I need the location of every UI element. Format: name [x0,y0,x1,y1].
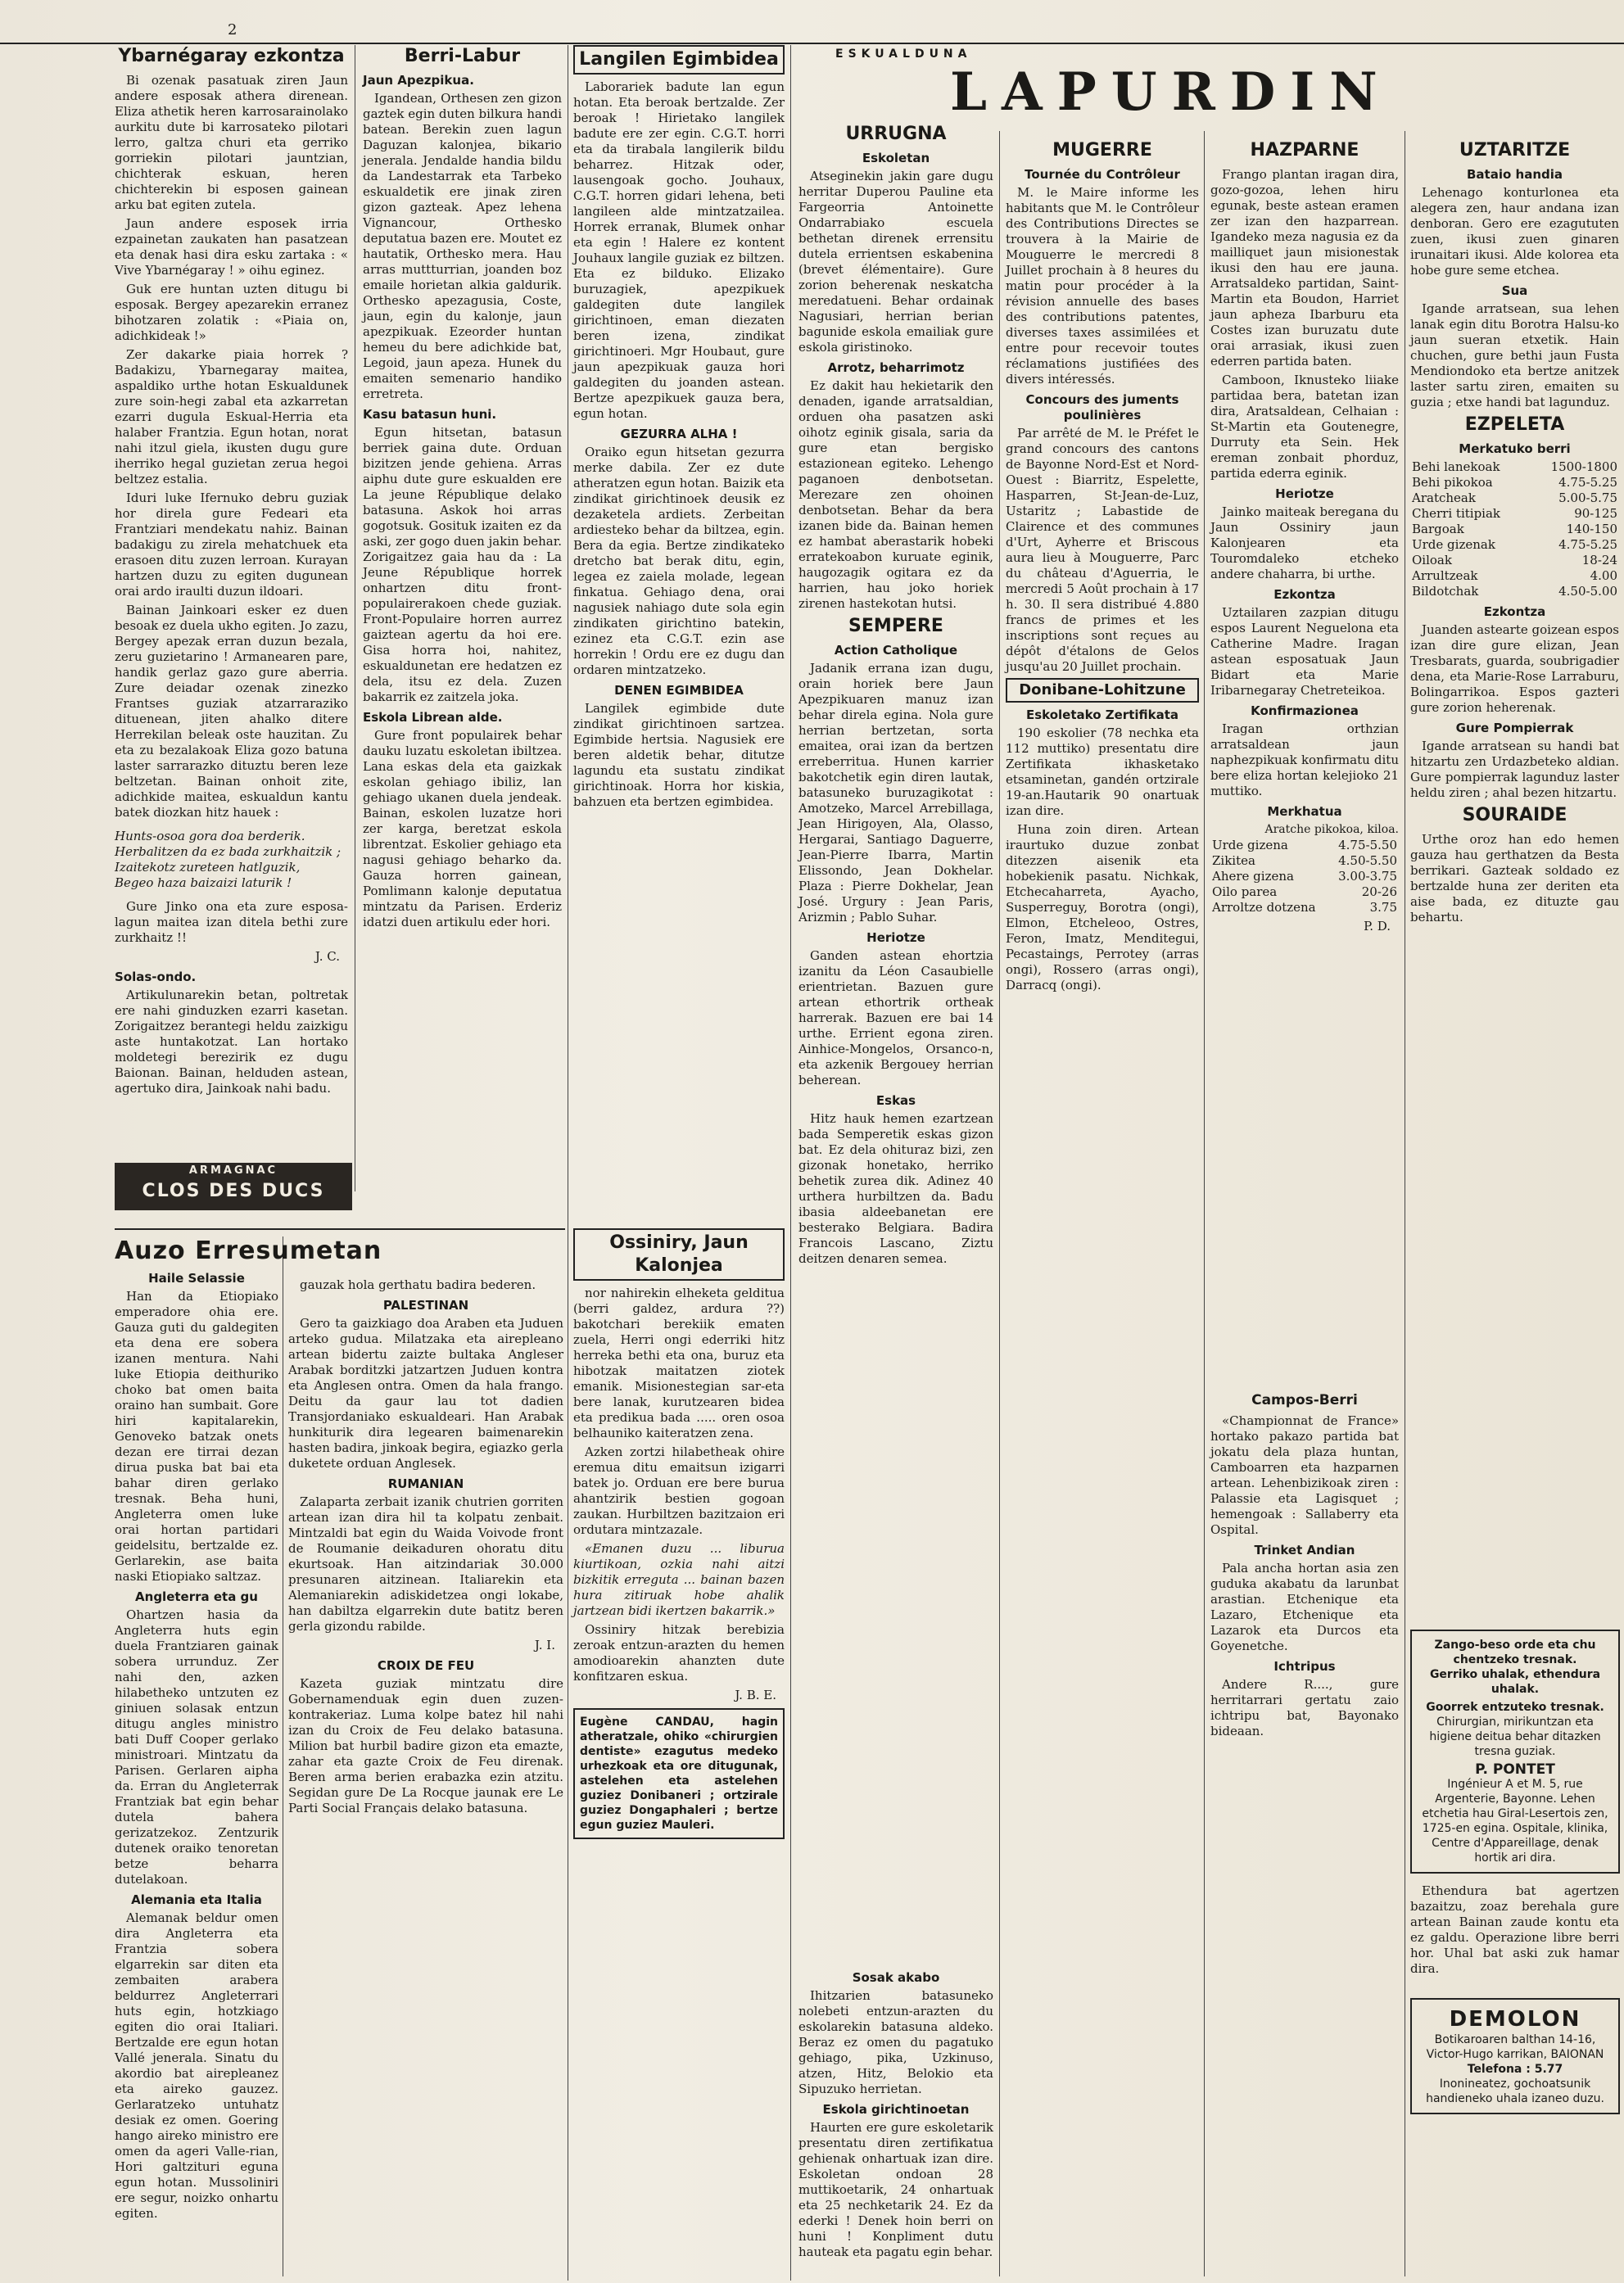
ad-line: Botikaroaren balthan 14-16, Victor-Hugo karrikan, BAIONAN [1426,2033,1604,2061]
paragraph: Gure Jinko ona eta zure esposa-lagun maitea izan ditela bethi zure zurkhaitz !! [115,899,348,945]
section-subtitle: Merkhatua [1267,804,1342,819]
article-title: Langilen Egimbidea [573,45,785,75]
table-row [1410,506,1619,522]
paragraph: Jaun andere esposek irria ezpainetan zaukaten han pasatzean eta denak hasi dira esku zartaka : « Vive Ybarnégaray ! » oihu eginez. [115,216,348,278]
paragraph: Juanden astearte goizean espos izan dire gure elizan, Jean Tresbarats, guarda, soubrigadier dena, eta Marie-Rose Larraburu, Bolingarrikoa. Espos gazteri gure zorion heherenak. [1410,622,1620,715]
paragraph: Jainko maiteak beregana du Jaun Ossiniry jaun Kalonjearen eta Touromdaleko etcheko andere chaharra, bi urthe. [1210,504,1399,581]
cell-item: Urde gizena [1212,838,1288,852]
ethendura-notice [1410,1883,1619,1982]
paragraph: Huna zoin diren. Artean iraurtuko duzue zonbat ditezzen aisenik eta hobekienik pasatu. Nichkak, Etchecaharreta, Ayacho, Susperreguy, Borotra (ongi), Elmon, Etcheleoo, Ostres, Feron, Imatz, Menditegui, Pecastaings, Perrotey (arras ongi), Rossero (arras ongi), Darracq (ongi). [1006,822,1199,992]
poem-line: Izaitekotz zureteen hatlguzik, [115,860,301,875]
section-subtitle: Trinket Andian [1254,1543,1355,1557]
paragraph: Zer dakarke piaia horrek ? Badakizu, Ybarnegaray maitea, aspaldiko urthe hotan Eskualdunek zure soin-hegi zabal eta azkarretan ezarri dugula Eskual-Herria eta halaber Frantzia. Egun hotan, norat nahi itzul giela, ikusten dugu gure iherriko hegal guzietan zerua hegoi beltzez estalia. [115,347,348,486]
paragraph: Camboon, Iknusteko liiake partidaa bera, batetan izan dira, Aratsaldean, Celhaian : St-Martin eta Goutenegre, Durruty eta Sein. Hek ereman zonbait phorduz, partida ederra eginik. [1210,373,1399,481]
cell-item: Behi lanekoak [1412,459,1500,474]
town-heading: EZPELETA [1464,414,1565,435]
paragraph: Langilek egimbide dute zindikat girichtinoen sartzea. Egimbide hertsia. Nagusiek ere beren aldetik behar, ditutze lagundu eta sustatu zindikat girichtinoak. Horra hor kiskia, bahzuen eta bertzen egimbidea. [573,701,785,809]
table-row [1210,838,1399,853]
section-subtitle: Haile Selassie [148,1271,245,1286]
cell-item: Cherri titipiak [1412,506,1501,521]
paragraph: Igande arratsean, sua lehen lanak egin ditu Borotra Halsu-ko jaun sueran etxetik. Hain chuchen, gure bethi jaun Fusta Mendiondoko eta bertze anitzek laster sartu ziren, emaiten su guzia ; etxe handi bat lagunduz. [1410,301,1619,409]
section-subtitle: Eskoletan [862,151,930,165]
paragraph: 190 eskolier (78 nechka eta 112 muttiko) presentatu dire Zertifikata ikhasketako etsaminetan, gandén ortzirale 19-an.Hautarik 90 onartuak izan dire. [1006,726,1199,818]
candau-ad: Eugène CANDAU, hagin atheratzale, ohiko «chirurgien dentiste» ezagutus medeko urhezkoak eta ore ditugunak, astelehen eta astelehen guziez Donibaneri ; ortzirale guziez Dongaphaleri ; bertze egun guziez Mauleri. [573,1708,785,1839]
table-row [1410,537,1619,553]
table-row [1410,459,1619,475]
section-subtitle: Heriotze [1275,486,1334,501]
cell-item: Behi pikokoa [1412,475,1493,490]
ad-line: Chirurgian, mirikuntzan eta higiene deitua behar ditazken tresna guziak. [1429,1716,1601,1758]
ad-name: P. PONTET [1475,1761,1555,1778]
town-heading: UZTARITZE [1459,140,1571,160]
table-row [1210,869,1399,884]
paragraph: Igandean, Orthesen zen gizon gaztek egin duten bilkura handi batean. Berekin zuen lagun Daguzan kalonjea, bikario jenerala. Jendalde handia bildu da Landestarrak eta Tarbeko eskualdetik ere jinak ziren gizon gazteak. Apez lehena Vignancour, Orthesko deputatua bazen ere. Moutet ez hautatik, Orthesko mera. Hau arras muttturrian, joanden boz emaile horietan alkia galdurik. Orthesko apezagusia, Coste, jaun, egin du kalonje, jaun apezpikuak. Ezeorder huntan hemeu du bere adichkide bat, Legoid, jaun apeza. Hunek du emaiten semenario handiko erretreta. [363,91,563,401]
town-heading: SOURAIDE [1462,805,1567,825]
section-subtitle: Heriotze [866,930,925,945]
cell-price: 4.75-5.25 [1558,537,1617,552]
town-heading: URRUGNA [845,124,947,144]
paragraph: Ossiniry hitzak berebizia zeroak entzun-arazten du hemen amodioarekin ahanzten dute konfitzaren eskua. [573,1622,785,1684]
paragraph: Alemanak beldur omen dira Angleterra eta Frantzia sobera elgarrekin sar diten eta zembaiten arabera beldurrez Angleterrari huts egin, hotzkiago egiten dio orai Italiari. Bertzalde ere egun hotan Vallé jenerala. Sinatu du akordio bat airepleanez eta aireko gauzez. Gerlaratzeko untuhatz desiak ez omen. Goering hango aireko ministro ere omen da ageri Valle-rian, Hori galtzituri eguna egun hotan. Mussoliniri ere segur, noizko onhartu egiten. [115,1910,278,2221]
cell-price: 20-26 [1361,884,1397,899]
column-pilota-news [1210,1392,1399,2276]
cell-price: 4.75-5.25 [1558,475,1617,490]
table-row [1210,884,1399,900]
cell-price: 18-24 [1581,553,1617,567]
paragraph: Haurten ere gure eskoletarik presentatu diren zertifikatua gehienak onhartuak izan dire. Eskoletan ondoan 28 muttikoetarik, 24 onhartuak eta 25 nechketarik 24. Ez da ederki ! Denek hoin berri on huni ! Konpliment dutu hauteak eta pagatu egin behar. [798,2120,993,2259]
ad-line: ARMAGNAC [188,1164,278,1177]
cell-item: Ahere gizena [1212,869,1294,884]
section-subtitle: CROIX DE FEU [377,1658,475,1673]
paragraph: Lehenago konturlonea eta alegera zen, haur andana izan denboran. Gero ere ezagututen zuen, ikusi zuen ginaren irunaitari ikusi. Alde kolorea eta hobe gure seme etchea. [1410,185,1619,278]
town-heading: SEMPERE [848,616,943,636]
paragraph: Gure front populairek behar dauku luzatu eskoletan ibiltzea. Lana eskas dela eta gaizkak eskolan gehiago ibiliz, lan gehiago ukanen duela jendeak. Bainan, eskolen luzatze hori zer karga, beretzat eskola librentzat. Eskolier gehiago eta nagusi gehiago beharko da. Gauza horren gainean, Pomlimann kalonje deputatua mintzatu da Parisen. Erderiz idatzi duen artikulu eder hori. [363,728,562,929]
paragraph: gauzak hola gerthatu badira bederen. [300,1277,536,1292]
column-uztaritze [1410,139,1619,1613]
paragraph: M. le Maire informe les habitants que M. le Contrôleur des Contributions Directes se trouvera à la Mairie de Mouguerre le mercredi 8 Juillet prochain à 8 heures du matin pour procéder à la révision annuelle des bases des contributions patentes, diverses taxes assimilées et entre pour recevoir toutes réclamations justifiées des divers intéressés. [1006,185,1199,387]
section-subtitle: Sua [1501,283,1528,298]
table-row [1210,853,1399,869]
section-subtitle: Action Catholique [834,643,958,658]
cell-item: Oilo parea [1212,884,1278,899]
section-subtitle: Tournée du Contrôleur [1025,167,1180,182]
table-row [1410,491,1619,506]
paragraph: Hitz hauk hemen ezartzean bada Semperetik eskas gizon bat. Ez dela ohituraz bizi, zen gizonak honetako, herriko behetik zurea dik. Adinez 40 urthera hurbiltzen da. Badu ibasia aldeebanetan ere besterako Belgiara. Badira Francois Lascano, Ziztu deitzen denaren semea. [798,1111,993,1266]
paragraph: Ganden astean ehortzia izanitu da Léon Casaubielle erientrietan. Bazuen gure artean ethortrik ortheak harrerak. Bazuen ere bai 14 urthe. Errient egona ziren. Ainhice-Mongelos, Orsanco-n, eta azkenik Bergouey herrian beherean. [798,948,993,1087]
section-rule [115,1228,565,1230]
town-heading: Donibane-Lohitzune [1006,678,1199,703]
section-heading: Campos-Berri [1251,1392,1358,1408]
paragraph: nor nahirekin elheketa gelditua (berri galdez, ardura ??) bakotchari berekiik ematen zuela, Herri ongi ederriki hitz herreka bethi eta ona, buruz eta hibotzak maitatzen ziotek emanik. Misionestegian sar-eta bere lanak, kurutzearen bidea eta predikua bada ..... oren osoa belhauniko kaiteratzen zena. [573,1286,785,1440]
column-auzo-erresumetan [115,1236,382,2276]
top-rule [0,43,1624,44]
table-row [1410,475,1619,491]
column-ybarnegaray [115,45,348,1191]
table-row [1410,553,1619,568]
demolon-ad [1410,1998,1620,2114]
paragraph: Atseginekin jakin gare dugu herritar Duperou Pauline eta Fargeorria Antoinette Ondarrabiako escuela bethetan direnek errensitu dutela errientsen eskabenina (brevet élémentaire). Gure zorion beherenak neskatcha meredatueni. Behar ordainak Nagusiari, herrian berian bagunide eskola emailiak gure eskola giristinoko. [798,169,993,355]
section-subtitle: Sosak akabo [852,1970,940,1985]
section-subtitle: Solas-ondo. [115,970,197,984]
ad-name: DEMOLON [1449,2007,1581,2032]
paragraph: Jadanik errana izan dugu, orain horiek bere Jaun Apezpikuaren manuz izan behar direla egina. Nola gure herrian bertzetan, sorta emaitea, orai izan da bertzen erreberritua. Hunen karrier bakotchetik egin diren lautak, batasuneko buruzagikotat : Amotzeko, Marcel Arrebillaga, Jean Hirigoyen, Ala, Olasso, Hergarai, Santiago Daguerre, Jean-Pierre Ibarra, Martin Elissondo, Jean Dokhelar. Plaza : Pierre Dokhelar, Jean José. Urgury : Jean Paris, Arizmin ; Pablo Suhar. [798,661,993,925]
paragraph: Ihitzarien batasuneko nolebeti entzun-arazten du eskolarekin batasuna aldeko. Beraz ez omen du pagatuko gehiago, pika, Uzkinuso, atzen, Hitz, Belokio eta Sipuzuko herrietan. [798,1988,993,2096]
section-masthead: LAPURDIN [950,61,1392,123]
paragraph: Zalaparta zerbait izanik chutrien gorriten artean izan dira hil ta kolpatu zenbait. Mintzaldi bat egin du Waida Voivode front de Roumanie deikaduren ohoratu ditu ekurtsoak. Han aitzindariak 30.000 presunaren aitzinean. Italiarekin eta Alemaniarekin adiskidetzea ongi lokabe, han dabiltza elgarrekin dute batitz beren gerla gizondu rabilde. [288,1494,563,1634]
paragraph: «Emanen duzu ... liburua kiurtikoan, ozkia nahi aitzi bizkitik erreguta ... bainan bazen hura zitiruak hobe ahalik jartzean bidi ikertzen bakarrik.» [573,1541,785,1618]
section-subtitle: Merkatuko berri [1459,441,1571,456]
town-heading: MUGERRE [1052,140,1152,160]
paragraph: Han da Etiopiako emperadore ohia ere. Gauza guti du galdegiten eta dena ere sobera izanen mentura. Nahi luke Etiopia deithuriko choko bat omen baita oraino han sumbait. Gore hiri kapitalarekin, Genoveko batzak onets dezan ere tirrai dezan dirua puska bat bai eta bahar diren gerlako tresnak. Beha huni, Angleterra omen luke orai hortan partidari geidelsitu, bertzalde ez. Gerlarekin, ase baita naski Etiopiako saltzaz. [115,1289,278,1584]
cell-item: Bildotchak [1412,584,1479,599]
cell-price: 4.75-5.50 [1338,838,1397,852]
section-subtitle: Ezkontza [1483,604,1546,619]
paragraph: Bainan Jainkoari esker ez duen besoak ez duela ukho egiten. Jo zazu, Bergey apezak erran duzun bezala, zeru guzietarino ! Armanearen pare, handik gerlaz gazo gure aberria. Zure deiadar ozenak zinezko Frantses guziak atzarraraziko dituenean, jiten ahalko ditere Herrekilan beleak oste hauzitan. Zu eta zu bezalakoak Eliza gozo batuna laster sarrarazko dituztu beren leze beltzetan. Bainan onhoit zite, adichkide maitea, eskualdun kantu batek diozkan hitz hauek : [115,603,348,820]
column-divider [1204,131,1205,2276]
section-subtitle: RUMANIAN [387,1476,464,1491]
cell-item: Oiloak [1412,553,1452,567]
paragraph: Par arrêté de M. le Préfet le grand concours des cantons de Bayonne Nord-Est et Nord-Ouest : Biarritz, Espelette, Hasparren, St-Jean-de-Luz, Ustaritz ; Labastide de Clairence et des communes d'Urt, Ayherre et Briscous aura lieu à Mouguerre, Parc du château d'Aguerria, le mercredi 5 Août prochain à 17 h. 30. Il sera distribué 4.880 francs de primes et les inscriptions sont reçues au dépôt d'étalons de Gelos jusqu'au 20 Juillet prochain. [1006,426,1199,674]
poem [115,829,348,891]
section-subtitle: Jaun Apezpikua. [363,73,474,88]
market-label: Aratche pikokoa, kiloa. [1264,823,1399,836]
section-subtitle: Arrotz, beharrimotz [827,360,965,375]
cell-price: 1500-1800 [1550,459,1617,474]
cell-price: 140-150 [1566,522,1617,536]
section-subtitle: Eskola girichtinoetan [822,2102,970,2117]
ad-line: Ingénieur A et M. 5, rue Argenterie, Bayonne. Lehen etchetia hau Giral-Lesertois zen, 1725-en egina. Ospitale, klinika, Centre d'Appareillage, denak hortik ari dira. [1422,1778,1608,1865]
section-subtitle: Konfirmazionea [1251,703,1359,718]
section-subtitle: GEZURRA ALHA ! [620,427,738,441]
column-mugerre [1006,139,1199,2268]
paragraph: Kazeta guziak mintzatu dire Gobernamenduak egin duen zuzen-kontrakeriaz. Luma kolpe batez hil nahi izan du Croix de Feu delako batasuna. Milion bat hurbil badire gizon eta emazte, zahar eta gazte Croix de Feu direnak. Beren arma berien erabazka ezin atzitu. Segidan gure De La Rocque jaunak ere Le Parti Social Français delako batasuna. [288,1676,563,1815]
ad-heading: Goorrek entzuteko tresnak. [1426,1701,1604,1714]
paragraph: Artikulunarekin betan, poltretak ere nahi ginduzken ezarri kasetan. Zorigaitzez berantegi heldu zaizkigu aste huntakotzat. Lan hortako moldetegi berezirik ez dugu Baionan. Bainan, helduden astean, agertuko dira, Jainkoak nahi badu. [115,988,348,1096]
signature: J. I. [534,1638,555,1652]
paragraph: Igande arratsean su handi bat hitzartu zen Urdazbeteko aldian. Gure pompierrak lagunduz laster heldu ziren ; ahal bezen hitzartu. [1410,739,1619,800]
article-title: Berri-Labur [404,46,521,66]
paragraph: Ethendura bat agertzen bazaitzu, zoaz berehala gure artean Bainan zaude kontu eta ez galdu. Operazione libre berri hor. Uhal bat aski zuk hamar dira. [1410,1883,1619,1976]
cell-item: Bargoak [1412,522,1464,536]
poem-line: Hunts-osoa gora doa berderik. [115,829,305,843]
cell-item: Aratcheak [1412,491,1476,505]
ad-line: Gerriko uhalak, ethendura uhalak. [1429,1668,1601,1696]
paragraph: Uztailaren zazpian ditugu espos Laurent Neguelona eta Catherine Madre. Iragan astean esposatuak Jaun Bidart eta Marie Iribarnegaray Chetreteikoa. [1210,605,1399,698]
column-divider [790,45,791,2281]
cell-item: Zikitea [1212,853,1255,868]
table-row [1410,584,1619,599]
cell-item: Arrultzeak [1412,568,1478,583]
column-ossiniry [573,1228,785,2276]
section-subtitle: Ichtripus [1273,1659,1336,1674]
table-row [1410,568,1619,584]
column-divider [999,131,1000,2276]
poem-line: Herbalitzen da ez bada zurkhaitzik ; [115,844,342,859]
article-title: Ossiniry, Jaun Kalonjea [573,1228,785,1281]
town-heading: HAZPARNE [1250,140,1359,160]
article-title: Auzo Erresumetan [115,1236,382,1265]
paragraph: Frango plantan iragan dira, gozo-gozoa, lehen hiru egunak, beste astean eramen zer izan den hazparrean. Igandeko meza nagusia ez da mailliquet jaun misionestak ikusi den hau ere jauna. Arratsaldeko partidan, Saint-Martin eta Boudon, Harriet jaun apheza Ibarburu eta Costes izan buruzatu dute orai arrasiak, ikusi zuen ederren partida baten. [1210,167,1399,368]
cell-price: 5.00-5.75 [1558,491,1617,505]
pontet-ad [1410,1630,1620,1874]
cell-price: 90-125 [1574,506,1617,521]
column-sosak [798,1965,993,2276]
paragraph: Gero ta gaizkiago doa Araben eta Juduen arteko gudua. Milatzaka eta airepleano artean bidertu zaizte bultaka Angleser Arabak borditzki jatzartzen Juduen kontra eta Anglesen ontra. Omen da hala frango. Deitu da gaur lau tot dadien Transjordaniako eskualdeari. Han Arabak hunkiturik dira legearen baimenarekin hasten badira, jinkoak begira, egiazko gerla duketete orduan Anglesek. [288,1316,563,1471]
table-row [1410,522,1619,537]
section-subtitle: Concours des juments poulinières [1025,392,1179,423]
market-price-table [1210,838,1399,915]
cell-price: 4.50-5.50 [1338,853,1397,868]
column-langilen [573,45,785,1224]
paragraph: Guk ere huntan uzten ditugu bi esposak. Bergey apezarekin erranez bihotzaren zolatik : «Piaia on, adichkideak !» [115,282,348,343]
section-subtitle: Angleterra eta gu [135,1589,258,1604]
cell-price: 4.50-5.00 [1558,584,1617,599]
paragraph: Andere R...., gure herritarrari gertatu zaio ichtripu bat, Bayonako bideaan. [1210,1677,1399,1738]
ad-line: CLOS DES DUCS [142,1181,325,1201]
section-subtitle: Alemania eta Italia [131,1892,262,1907]
section-subtitle: Eskola Librean alde. [363,710,503,725]
paragraph: Pala ancha hortan asia zen guduka akabatu da larunbat arastian. Etchenique eta Lazaro, Etchenique eta Lazarok eta Durcos eta Goyenetche. [1210,1561,1399,1653]
poem-line: Begeo haza baizaizi laturik ! [115,875,292,890]
signature: P. D. [1364,919,1391,934]
column-auzo-continued [288,1277,563,2276]
cell-item: Arroltze dotzena [1212,900,1316,915]
cell-price: 3.00-3.75 [1338,869,1397,884]
running-title: ESKUALDUNA [835,47,972,61]
armagnac-ad [115,1163,352,1210]
paragraph: Iduri luke Ifernuko debru guziak hor direla gure Fedeari eta Frantziari mendekatu nahiz. Bainan badakigu zu zirela mehatchuek eta erasoen ditu zuzen lerroan. Kurayan hartzen duzu zu egiten dugunean orai ardo iraulti duzun ildoari. [115,491,348,599]
column-hazparne [1210,139,1399,1368]
section-subtitle: Eskas [875,1093,916,1108]
paragraph: Egun hitsetan, batasun berriek gaina dute. Orduan bizitzen jende gehiena. Arras aiphu dute gure eskualden ere La jeune République delako batasuna. Askok hoi arras gogotsuk. Gosituk izaiten ez da aski, zer gogo duen jakin behar. Zorigaitzez gaia hau da : La Jeune République horrek onhartzen ditu front-populairerakoen chede guziak. Front-Populaire horren aurrez gaiztean agertu da hoi ere. Gisa horra hoi, nahitez, eskualdunetan ere hedatzen ez dela, itsu ez dela. Zuzen bakarrik ez zaitzela joka. [363,425,562,704]
paragraph: Bi ozenak pasatuak ziren Jaun andere esposak athera direnean. Eliza athetik heren karrosarainolako aurkitu dute bi karrosateko pilotari lerro, galtza churi eta gerriko gorriekin pilotari jauntzian, chichterak eskuan, heren chichterekin bi esposen gainean arku bat egiten zutela. [115,73,348,212]
section-subtitle: Eskoletako Zertifikata [1025,708,1179,722]
ezpeleta-price-table [1410,459,1619,599]
paragraph: Azken zortzi hilabetheak ohire eremua ditu emaitsun izigarri batek jo. Orduan ere bere burua ahantzirik bestien gogoan zaukan. Hurbiltzen bazitzaion eri ordutara mintzazale. [573,1444,785,1537]
article-title: Ybarnégaray ezkontza [118,46,345,66]
cell-price: 3.75 [1369,900,1397,915]
section-subtitle: PALESTINAN [382,1298,469,1313]
signature: J. B. E. [735,1688,776,1702]
column-berri-labur [363,45,562,1216]
ad-line: Inonineatez, gochoatsunik handieneko uhala izaneo duzu. [1426,2077,1604,2105]
paragraph: Ohartzen hasia da Angleterra huts egin duela Frantziaren gainak sobera urrunduz. Zer nahi den, azken hilabetheko untzuten ez giniuen solasak entzun ditugu angles ministro bati Duff Cooper gerlako ministroari. Mintzatu da Parisen. Gerlaren aipha da. Erran du Angleterrak Frantziak bat egin behar dutela bahera gerizatzekoz. Zentzurik dutenek oraiko tenoretan betze beharra dutelakoan. [115,1607,278,1887]
section-subtitle: Ezkontza [1273,587,1336,602]
signature: J. C. [314,949,340,964]
ad-line: Telefona : 5.77 [1467,2063,1563,2076]
table-row [1210,900,1399,915]
section-subtitle: Kasu batasun huni. [363,407,497,422]
cell-item: Urde gizenak [1412,537,1495,552]
page-number: 2 [228,21,237,38]
paragraph: Oraiko egun hitsetan gezurra merke dabila. Zer ez dute atheratzen egun hotan. Baizik eta zindikat girichtinoek deusik ez dezaketela ardiets. Zerbeitan ardiesteko behar da biltzea, egin. Bera da egia. Bertze zindikateko dretcho bat berak ditu, egin, legea ez zaiela molade, legean finkatua. Gehiago dena, orai nagusiek nahiago dute sola egin zindikaten girichtino batekin, ezinez eta C.G.T. ezin ase horrekin ! Ordu ere ez dugu dan ordaren mintzatzeko. [573,445,785,677]
section-subtitle: DENEN EGIMBIDEA [614,683,744,698]
paragraph: Urthe oroz han edo hemen gauza hau gerthatzen da Besta berrikari. Gazteak soldado ez bertzalde huna zer deriten eta aise bada, ez dituzte gau behartu. [1410,832,1619,925]
section-subtitle: Bataio handia [1467,167,1563,182]
cell-price: 4.00 [1590,568,1617,583]
column-urrugna-sempere [798,123,993,2276]
paragraph: «Championnat de France» hortako pakazo partida bat jokatu dela plaza huntan, Camboarren eta hazparnen artean. Lehenbizikoak ziren : Palassie eta Lagisquet ; hemengoak : Sallaberry eta Ospital. [1210,1413,1399,1537]
paragraph: Laborariek badute lan egun hotan. Eta beroak bertzalde. Zer beroak ! Hirietako langilek badute ere zer egin. C.G.T. horri eta da tirabala langilerik bildu beharrez. Hitzak oder, lausengoak gocho. Jouhaux, C.G.T. horren gidari lehena, beti langileen alde mintzatzailea. Horrek erranak, Blumek onhar eta egin ! Halere ez kontent Jouhaux langile guziak ez biltzen. Eta ez bilduko. Elizako buruzagiek, apezpikuek galdegiten dute langilek girichtinoen, eman diezaten beren izena, zindikat girichtinoeri. Mgr Houbaut, gure jaun apezpikuak gauza hori galdegiten du joanden astean. Bertze apezpikuek gauza bera, egun hotan. [573,79,785,421]
paragraph: Ez dakit hau hekietarik den denaden, igande arratsaldian, orduen oha pasatzen aski oihotz eginik gisala, saria da gure etan bergisko estazionean egiteko. Lehengo paganoen denbotsetan. Merezare zen ohoinen denbotsetan. Behar da bera izanen bide da. Bainan hemen ez hambat aberastarik hobeki erratekoabon kuruate eginik, haugozagik ogitara ez da harrien, hau joko horiek zirenen hastekotan hutsi. [798,378,993,611]
section-subtitle: Gure Pompierrak [1455,721,1574,735]
paragraph: Iragan orthzian arratsaldean jaun naphezpikuak konfirmatu ditu bere eliza hortan kelejioko 21 muttiko. [1210,721,1399,798]
ad-heading: Zango-beso orde eta chu chentzeko tresnak. [1434,1639,1596,1666]
